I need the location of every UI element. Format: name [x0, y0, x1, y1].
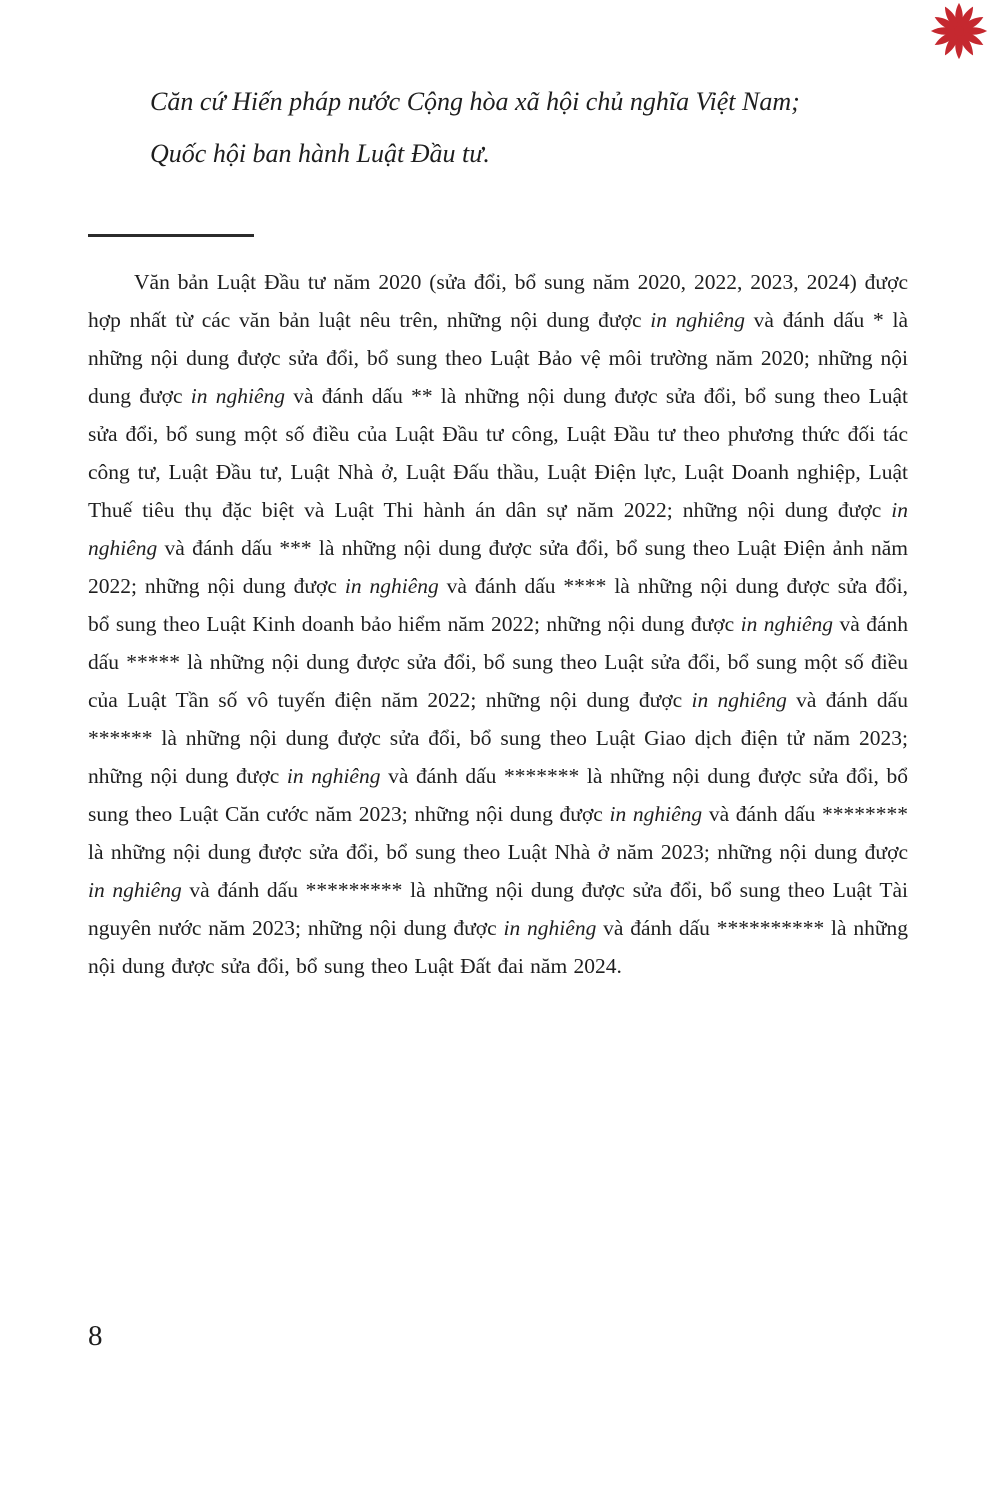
body-italic-segment: in nghiêng — [190, 384, 286, 408]
body-italic-segment: in nghiêng — [88, 498, 908, 560]
body-italic-segment: in nghiêng — [503, 916, 597, 940]
body-text-segment: và đánh dấu ***** là những nội dung được sửa đổi, bổ sung theo Luật sửa đổi, bổ sung một số điều của Luật Tần số vô tuyến điện năm 2022; những nội dung được — [88, 612, 908, 712]
body-italic-segment: in nghiêng — [88, 878, 182, 902]
body-text-segment: và đánh dấu ********** là những nội dung được sửa đổi, bổ sung theo Luật Đất đai năm 2024. — [88, 916, 908, 978]
body-text-segment: và đánh dấu ********* là những nội dung được sửa đổi, bổ sung theo Luật Tài nguyên nước năm 2023; những nội dung được — [88, 878, 908, 940]
body-text-segment: và đánh dấu **** là những nội dung được sửa đổi, bổ sung theo Luật Kinh doanh bảo hiểm năm 2022; những nội dung được — [88, 574, 909, 636]
preamble-line-2: Quốc hội ban hành Luật Đầu tư. — [150, 139, 490, 168]
preamble-line-1: Căn cứ Hiến pháp nước Cộng hòa xã hội chủ nghĩa Việt Nam; — [150, 87, 800, 116]
preamble — [88, 76, 908, 180]
body-italic-segment: in nghiêng — [286, 764, 381, 788]
body-text-segment: và đánh dấu ******* là những nội dung được sửa đổi, bổ sung theo Luật Căn cước năm 2023; những nội dung được — [88, 764, 908, 826]
body-text-segment: Văn bản Luật Đầu tư năm 2020 (sửa đổi, bổ sung năm 2020, 2022, 2023, 2024) được hợp nhất từ các văn bản luật nêu trên, những nội dung được — [88, 270, 908, 332]
page-number: 8 — [88, 1320, 103, 1352]
body-text-segment: và đánh dấu ******** là những nội dung được sửa đổi, bổ sung theo Luật Nhà ở năm 2023; những nội dung được — [88, 802, 908, 864]
body-text-segment: và đánh dấu * là những nội dung được sửa đổi, bổ sung theo Luật Bảo vệ môi trường năm 2020; những nội dung được — [88, 308, 908, 408]
body-text-segment: và đánh dấu *** là những nội dung được sửa đổi, bổ sung theo Luật Điện ảnh năm 2022; những nội dung được — [88, 536, 908, 598]
publisher-emblem-icon — [930, 2, 988, 60]
body-italic-segment: in nghiêng — [691, 688, 787, 712]
body-italic-segment: in nghiêng — [650, 308, 745, 332]
body-text-segment: và đánh dấu ** là những nội dung được sửa đổi, bổ sung theo Luật sửa đổi, bổ sung một số điều của Luật Đầu tư công, Luật Đầu tư theo phương thức đối tác công tư, Luật Đầu tư, Luật Nhà ở, Luật Đấu thầu, Luật Điện lực, Luật Doanh nghiệp, Luật Thuế tiêu thụ đặc biệt và Luật Thi hành án dân sự năm 2022; những nội dung được — [88, 384, 908, 522]
body-text-segment: và đánh dấu ****** là những nội dung được sửa đổi, bổ sung theo Luật Giao dịch điện tử năm 2023; những nội dung được — [88, 688, 908, 788]
body-italic-segment: in nghiêng — [344, 574, 439, 598]
body-italic-segment: in nghiêng — [740, 612, 834, 636]
body-paragraph — [88, 263, 908, 985]
body-italic-segment: in nghiêng — [609, 802, 703, 826]
section-divider — [88, 234, 254, 237]
